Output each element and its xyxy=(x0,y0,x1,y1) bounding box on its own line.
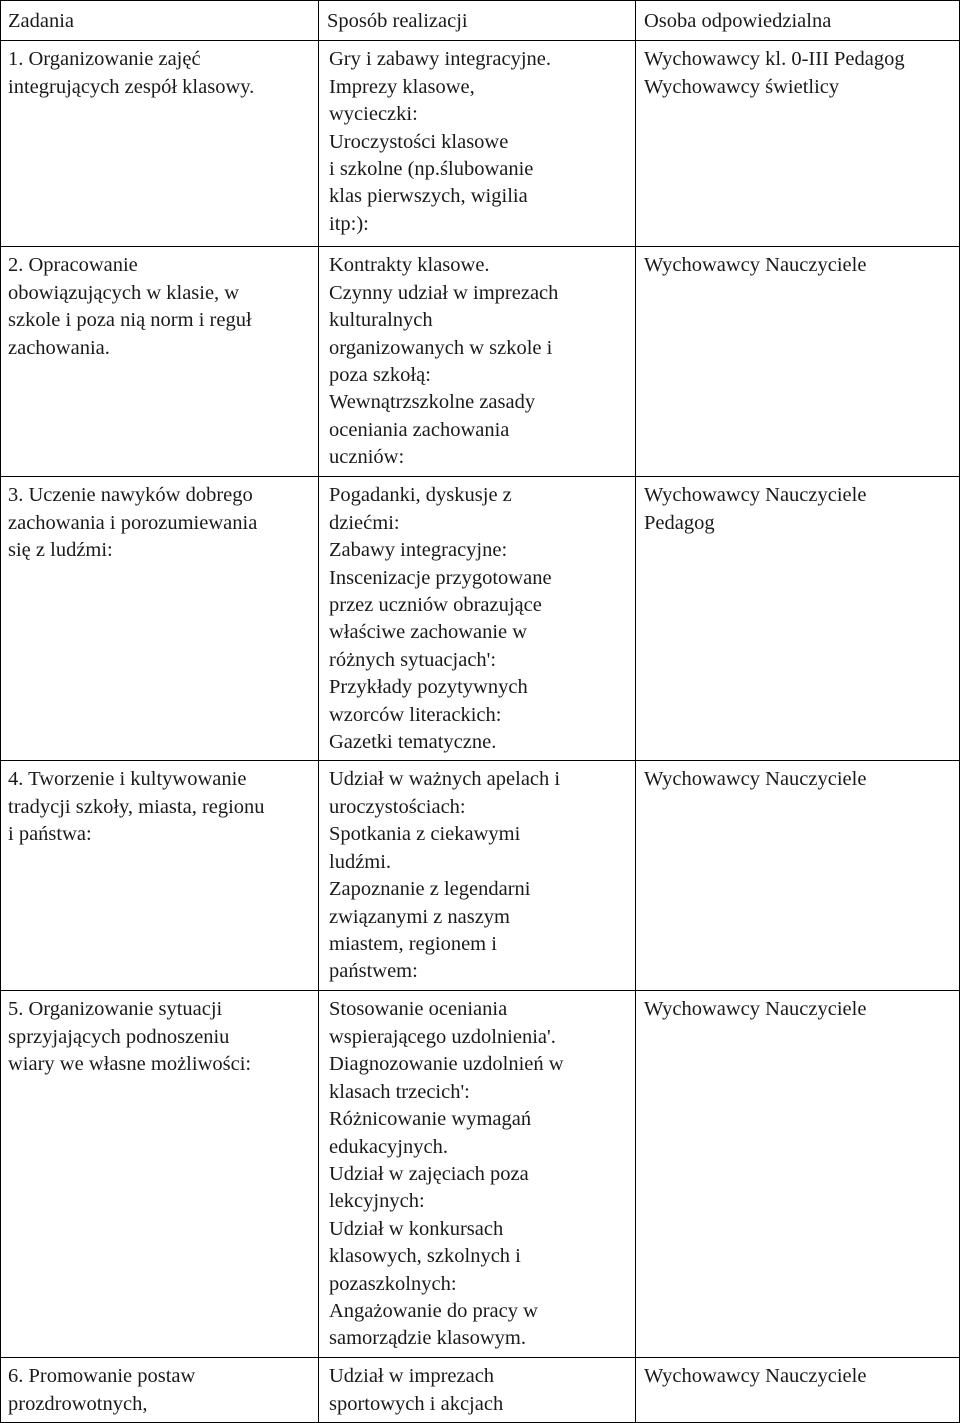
cell-line: się z ludźmi: xyxy=(8,539,113,562)
cell-line: organizowanych w szkole i xyxy=(329,336,553,359)
cell-line: oceniania zachowania xyxy=(329,418,510,441)
cell-line: różnych sytuacjach': xyxy=(329,648,497,671)
cell-line: Gry i zabawy integracyjne. xyxy=(329,48,551,71)
header-person: Osoba odpowiedzialna xyxy=(636,1,960,41)
cell-line: zachowania. xyxy=(8,336,110,359)
table-row xyxy=(1,1358,960,1423)
method-cell xyxy=(319,41,636,247)
cell-line: uroczystościach: xyxy=(329,795,466,818)
person-cell xyxy=(636,991,960,1358)
header-tasks: Zadania xyxy=(1,1,319,41)
person-cell xyxy=(636,41,960,247)
cell-line: Imprezy klasowe, xyxy=(329,75,475,98)
method-cell xyxy=(319,1358,636,1423)
cell-line: ludźmi. xyxy=(329,850,392,873)
cell-line: prozdrowotnych, xyxy=(8,1392,148,1415)
cell-line: 1. Organizowanie zajęć xyxy=(8,48,201,71)
cell-line: Spotkania z ciekawymi xyxy=(329,823,521,846)
cell-line: Przykłady pozytywnych xyxy=(329,676,528,699)
cell-line: państwem: xyxy=(329,960,418,983)
table-row xyxy=(1,761,960,991)
cell-line: wspierającego uzdolnienia'. xyxy=(329,1025,556,1048)
cell-line: Wychowawcy kl. 0-III Pedagog xyxy=(644,48,905,71)
task-cell xyxy=(1,1358,319,1423)
cell-line: Wychowawcy świetlicy xyxy=(644,75,840,98)
cell-line: Inscenizacje przygotowane xyxy=(329,566,552,589)
cell-line: Pogadanki, dyskusje z xyxy=(329,484,512,507)
table-row xyxy=(1,41,960,247)
cell-line: sprzyjających podnoszeniu xyxy=(8,1025,230,1048)
task-cell xyxy=(1,477,319,761)
header-row xyxy=(1,1,960,41)
person-cell xyxy=(636,477,960,761)
cell-line: lekcyjnych: xyxy=(329,1190,425,1213)
header-method: Sposób realizacji xyxy=(319,1,636,41)
cell-line: Wychowawcy Nauczyciele xyxy=(644,1365,867,1388)
cell-line: dziećmi: xyxy=(329,511,400,534)
cell-line: Udział w konkursach xyxy=(329,1217,504,1240)
cell-line: 3. Uczenie nawyków dobrego xyxy=(8,484,253,507)
cell-line: pozaszkolnych: xyxy=(329,1272,457,1295)
cell-line: Różnicowanie wymagań xyxy=(329,1108,532,1131)
cell-line: Diagnozowanie uzdolnień w xyxy=(329,1053,564,1076)
method-cell xyxy=(319,477,636,761)
cell-line: przez uczniów obrazujące xyxy=(329,594,542,617)
task-cell xyxy=(1,761,319,991)
cell-line: 5. Organizowanie sytuacji xyxy=(8,998,223,1021)
cell-line: związanymi z naszym xyxy=(329,905,511,928)
cell-line: Angażowanie do pracy w xyxy=(329,1299,538,1322)
cell-line: Zabawy integracyjne: xyxy=(329,539,508,562)
cell-line: Uroczystości klasowe xyxy=(329,130,509,153)
cell-line: Wychowawcy Nauczyciele xyxy=(644,998,867,1021)
cell-line: 2. Opracowanie xyxy=(8,254,138,277)
cell-line: Zapoznanie z legendarni xyxy=(329,878,531,901)
cell-line: edukacyjnych. xyxy=(329,1135,448,1158)
person-cell xyxy=(636,247,960,477)
method-cell xyxy=(319,247,636,477)
cell-line: Wychowawcy Nauczyciele xyxy=(644,254,867,277)
cell-line: integrujących zespół klasowy. xyxy=(8,75,255,98)
cell-line: samorządzie klasowym. xyxy=(329,1327,526,1350)
cell-line: Udział w imprezach xyxy=(329,1365,495,1388)
method-cell xyxy=(319,991,636,1358)
cell-line: sportowych i akcjach xyxy=(329,1392,504,1415)
task-cell xyxy=(1,991,319,1358)
cell-line: właściwe zachowanie w xyxy=(329,621,528,644)
cell-line: Pedagog xyxy=(644,511,715,534)
cell-line: poza szkołą: xyxy=(329,364,431,387)
task-cell xyxy=(1,41,319,247)
person-cell xyxy=(636,1358,960,1423)
cell-line: wycieczki: xyxy=(329,103,418,126)
cell-line: itp:): xyxy=(329,212,369,235)
table-row xyxy=(1,991,960,1358)
cell-line: i państwa: xyxy=(8,823,92,846)
cell-line: wzorców literackich: xyxy=(329,703,502,726)
cell-line: Wewnątrzszkolne zasady xyxy=(329,391,536,414)
cell-line: 4. Tworzenie i kultywowanie xyxy=(8,768,247,791)
task-cell xyxy=(1,247,319,477)
cell-line: obowiązujących w klasie, w xyxy=(8,281,240,304)
table-row xyxy=(1,247,960,477)
cell-line: Udział w zajęciach poza xyxy=(329,1162,529,1185)
cell-line: Wychowawcy Nauczyciele xyxy=(644,484,867,507)
cell-line: klasowych, szkolnych i xyxy=(329,1245,521,1268)
table-row xyxy=(1,477,960,761)
cell-line: zachowania i porozumiewania xyxy=(8,511,258,534)
cell-line: Udział w ważnych apelach i xyxy=(329,768,561,791)
method-cell xyxy=(319,761,636,991)
cell-line: wiary we własne możliwości: xyxy=(8,1053,252,1076)
cell-line: uczniów: xyxy=(329,446,405,469)
cell-line: szkole i poza nią norm i reguł xyxy=(8,309,252,332)
cell-line: Kontrakty klasowe. xyxy=(329,254,490,277)
cell-line: miastem, regionem i xyxy=(329,932,497,955)
cell-line: i szkolne (np.ślubowanie xyxy=(329,158,534,181)
cell-line: Stosowanie oceniania xyxy=(329,998,508,1021)
cell-line: tradycji szkoły, miasta, regionu xyxy=(8,795,265,818)
cell-line: Gazetki tematyczne. xyxy=(329,731,497,754)
cell-line: klas pierwszych, wigilia xyxy=(329,185,528,208)
cell-line: kulturalnych xyxy=(329,309,433,332)
cell-line: 6. Promowanie postaw xyxy=(8,1365,196,1388)
cell-line: Czynny udział w imprezach xyxy=(329,281,559,304)
cell-line: klasach trzecich': xyxy=(329,1080,470,1103)
person-cell xyxy=(636,761,960,991)
cell-line: Wychowawcy Nauczyciele xyxy=(644,768,867,791)
